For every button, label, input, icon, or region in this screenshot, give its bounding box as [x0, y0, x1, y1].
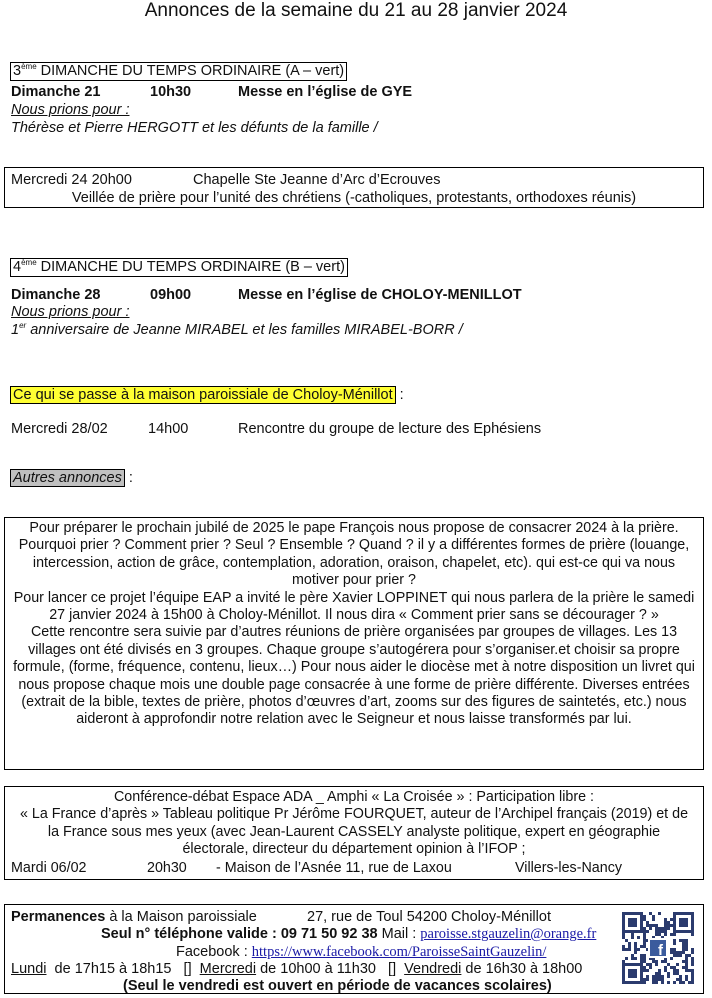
footer-note: (Seul le vendredi est ouvert en période de vacances scolaires): [123, 978, 552, 994]
wednesday24-box: [4, 167, 704, 208]
svg-text:f: f: [658, 942, 663, 959]
sunday4-day: Dimanche 28: [11, 287, 101, 303]
maison-time: 14h00: [148, 421, 189, 437]
mail-link[interactable]: paroisse.stgauzelin@orange.fr: [420, 926, 597, 942]
conference-place: - Maison de l’Asnée 11, rue de Laxou: [216, 860, 452, 876]
sunday4-time: 09h00: [150, 287, 192, 303]
wednesday24-place: Chapelle Ste Jeanne d’Arc d’Ecrouves: [193, 172, 441, 188]
conference-time: 20h30: [147, 860, 187, 876]
footer-hours: Lundi de 17h15 à 18h15 [] Mercredi de 10h00 à 11h30 [] Vendredi de 16h30 à 18h00: [11, 961, 583, 977]
conference-city: Villers-les-Nancy: [515, 860, 622, 876]
sunday3-mass: Messe en l’église de GYE: [238, 84, 413, 100]
wednesday24-day: Mercredi 24 20h00: [11, 172, 132, 188]
maison-event: Rencontre du groupe de lecture des Ephésiens: [238, 421, 542, 437]
sunday3-time: 10h30: [150, 84, 192, 100]
qr-code-graphic: [622, 912, 694, 984]
maison-heading: Ce qui se passe à la maison paroissiale de Choloy-Ménillot :: [10, 386, 404, 404]
conference-line-1: Conférence-débat Espace ADA _ Amphi « La Croisée » : Participation libre :: [113, 789, 594, 805]
jubile-paragraph-2: Pour lancer ce projet l’équipe EAP a invité le père Xavier LOPPINET qui nous parlera de la prière le samedi 27 janvier 2024 à 15h00 à Choloy-Ménillot. Il nous dira « Comment prier sans se décourager ? »: [13, 589, 695, 624]
conference-day: Mardi 06/02: [11, 860, 87, 876]
sunday3-heading: 3ème DIMANCHE DU TEMPS ORDINAIRE (A – vert): [10, 62, 347, 81]
facebook-link[interactable]: https://www.facebook.com/ParoisseSaintGauzelin/: [251, 944, 547, 960]
conference-line-2: « La France d’après » Tableau politique Pr Jérôme FOURQUET, auteur de l’Archipel français (2019) et de la France sous mes yeux (avec Jean-Laurent CASSELY analyste politique, expert en géographie électorale, directeur du département opinion à l’IFOP ;: [19, 806, 689, 858]
jubile-paragraph-1: Pour préparer le prochain jubilé de 2025 le pape François nous propose de consacrer 2024 à la prière. Pourquoi prier ? Comment prier ? Seul ? Ensemble ? Quand ? il y a différentes formes de prière (louange, intercession, action de grâce, contemplation, adoration, oraison, chapelet, etc). qui est-ce qui va nous motiver pour prier ?: [18, 520, 690, 589]
sunday4-intention: 1er anniversaire de Jeanne MIRABEL et les familles MIRABEL-BORR /: [11, 321, 463, 338]
sunday3-intention: Thérèse et Pierre HERGOTT et les défunts de la famille /: [11, 120, 378, 136]
footer-phone: Seul n° téléphone valide : 09 71 50 92 38 Mail : paroisse.stgauzelin@orange.fr: [101, 926, 597, 942]
wednesday24-event: Veillée de prière pour l’unité des chrétiens (-catholiques, protestants, orthodoxes réunis): [71, 190, 637, 206]
sunday4-mass: Messe en l’église de CHOLOY-MENILLOT: [238, 287, 522, 303]
page-title: Annonces de la semaine du 21 au 28 janvier 2024: [144, 0, 568, 21]
conference-box: [4, 786, 704, 880]
sunday3-day: Dimanche 21: [11, 84, 101, 100]
jubile-box: [4, 517, 704, 770]
footer-permanences: Permanences à la Maison paroissiale: [11, 909, 257, 925]
qr-code-facebook-icon[interactable]: [622, 912, 694, 984]
jubile-paragraph-3: Cette rencontre sera suivie par d’autres réunions de prière organisées par groupes de villages. Les 13 villages ont été divisés en 3 groupes. Chaque groupe s’autogérera pour s’organiser.et choisir sa propre formule, (forme, fréquence, contenu, lieux…) Pour nous aider le diocèse met à notre disposition un livret qui nous propose chaque mois une double page consacrée à une forme de prière différente. Diverses entrées (extrait de la bible, textes de prière, photos d’œuvres d’art, zooms sur des figures de saintetés, etc.) nous aideront à approfondir notre relation avec le Seigneur et nous laisse transformés par lui.: [13, 624, 695, 728]
maison-day: Mercredi 28/02: [11, 421, 108, 437]
sunday3-pray-label: Nous prions pour :: [11, 102, 130, 118]
footer-box: [4, 904, 704, 994]
autres-heading: Autres annonces :: [10, 469, 133, 487]
sunday4-heading: 4ème DIMANCHE DU TEMPS ORDINAIRE (B – vert): [10, 258, 348, 277]
footer-address: 27, rue de Toul 54200 Choloy-Ménillot: [307, 909, 551, 925]
sunday4-pray-label: Nous prions pour :: [11, 304, 130, 320]
footer-facebook: Facebook : https://www.facebook.com/ParoisseSaintGauzelin/: [176, 944, 547, 960]
